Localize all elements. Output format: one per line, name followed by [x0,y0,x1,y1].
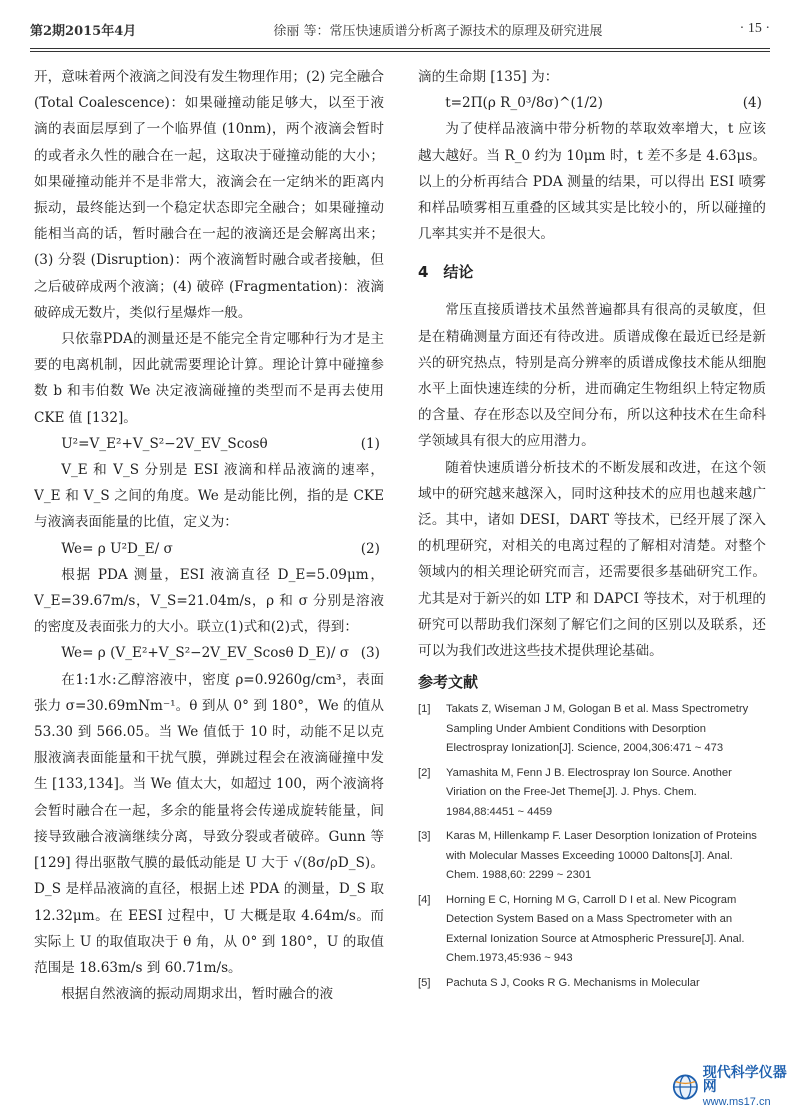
globe-logo-icon [672,1072,699,1102]
reference-item [418,827,766,886]
reference-item [418,974,766,994]
paragraph: 滴的生命期 [135] 为： [418,69,559,85]
paragraph: 根据自然液滴的振动周期求出，暂时融合的液 [61,986,334,1003]
paragraph: V_E 和 V_S 分别是 ESI 液滴和样品液滴的速率，V_E 和 V_S 之间的角度。We 是动能比例，指的是 CKE 与液滴表面能量的比值，定义为： [34,462,384,531]
equation-body: We= ρ U²D_E/ σ [61,540,173,557]
equation-body: t=2Π(ρ R_0³/8σ)^(1/2) [445,95,603,112]
reference-item [418,700,766,759]
right-column [418,64,766,1095]
page-number: · 15 · [739,21,770,36]
watermark-url: www.ms17.cn [702,1096,771,1108]
issue-date: 第2期2015年4月 [30,23,137,39]
equation-number: (1) [360,435,380,452]
paragraph: 常压直接质谱技术虽然普遍都具有很高的灵敏度，但是在精确测量方面还有待改进。质谱成像在最近已经是新兴的研究热点，特别是高分辨率的质谱成像技术能从细胞水平上面快速连续的分析，进而确定生物组织上特定物质的含量、存在形态以及空间分布，所以这种技术在生命科学领域具有很大的应用潜力。 [418,302,766,450]
running-title: 徐丽 等：常压快速质谱分析离子源技术的原理及研究进展 [273,23,603,39]
equation-number: (4) [742,95,762,112]
running-header [30,14,770,44]
reference-number: [4] [418,893,431,906]
paragraph: 根据 PDA 测量，ESI 液滴直径 D_E=5.09μm，V_E=39.67m/s，V_S=21.04m/s，ρ 和 σ 分别是溶液的密度及表面张力的大小。联立(1)式和(2)式，得到： [34,566,384,636]
reference-text: Yamashita M, Fenn J B. Electrospray Ion Source. Another Viriation on the Free-Jet Theme[J]. J. Phys. Chem. 1984,88:4451 ~ 4459 [446,766,732,818]
reference-text: Karas M, Hillenkamp F. Laser Desorption Ionization of Proteins with Molecular Masses Exceeding 10000 Daltons[J]. Anal. Chem. 1988,60: 2299 ~ 2301 [446,830,757,882]
references-heading: 参考文献 [418,673,479,692]
reference-text: Pachuta S J, Cooks R G. Mechanisms in Molecular [446,976,700,989]
paragraph: 在1:1水:乙醇溶液中，密度 ρ=0.9260g/cm³，表面张力 σ=30.69mNm⁻¹。θ 到从 0° 到 180°，We 的值从 53.30 到 566.05。当 We 值低于 10 时，动能不足以克服液滴表面能量和干扰气膜，弹跳过程会在液滴碰撞中发生 [133,134]。当 We 值太大，如超过 100，两个液滴将会暂时融合在一起，多余的能量将会传递成旋转能量，间接导致融合液滴继续分离，导致分裂或者破碎。Gunn 等 [129] 得出驱散气膜的最低动能是 U 大于 √(8σ/ρD_S)。D_S 是样品液滴的直径，根据上述 PDA 的测量，D_S 取 12.32μm。在 EESI 过程中，U 大概是取 4.64m/s。而实际上 U 的取值取决于 θ 角，从 0° 到 180°，U 的取值范围是 18.63m/s 到 60.71m/s。 [34,671,384,976]
reference-number: [3] [418,830,431,843]
equation-body: We= ρ (V_E²+V_S²−2V_EV_Scosθ D_E)/ σ [61,645,350,662]
section-heading: 4 结论 [418,263,474,282]
paragraph: 只依靠PDA的测量还是不能完全肯定哪种行为才是主要的电离机制，因此就需要理论计算。理论计算中碰撞参数 b 和韦伯数 We 决定液滴碰撞的类型而不是再去使用 CKE 值 [132]。 [34,331,384,426]
paragraph: 开，意味着两个液滴之间没有发生物理作用；(2) 完全融合 (Total Coalescence)：如果碰撞动能足够大，以至于液滴的表面层厚到了一个临界值 (10nm)，两个液滴会暂时的或者永久性的融合在一起，这取决于碰撞动能的大小；如果碰撞动能并不是非常大，液滴会在一定纳米的距离内振动，最终能达到一个稳定状态即完全融合；如果碰撞动能相当高的话，暂时融合在一起的液滴还是会解离出来；(3) 分裂 (Disruption)：两个液滴暂时融合或者接触，但之后破碎成两个液滴；(4) 破碎 (Fragmentation)：液滴破碎成无数片，类似行星爆炸一般。 [34,69,384,321]
equation-2 [34,536,384,562]
header-rule-thin [30,51,770,52]
equation-body: U²=V_E²+V_S²−2V_EV_Scosθ [61,435,268,452]
equation-number: (2) [360,540,380,557]
reference-number: [1] [418,703,431,716]
equation-number: (3) [360,645,380,662]
reference-number: [5] [418,976,431,989]
left-column [34,64,384,1095]
reference-text: Horning E C, Horning M G, Carroll D I et al. New Picogram Detection System Based on a Mass Spectrometer with an External Ionization Source at Atmospheric Pressure[J]. Anal. Chem.1973,45:936 ~ 943 [446,893,745,965]
reference-item [418,764,766,823]
equation-3 [34,640,384,666]
equation-4 [418,90,766,116]
reference-text: Takats Z, Wiseman J M, Gologan B et al. Mass Spectrometry Sampling Under Ambient Conditions with Desorption Electrospray Ionization[J]. Science, 2004,306:471 ~ 473 [446,703,749,755]
paragraph: 随着快速质谱分析技术的不断发展和改进，在这个领域中的研究越来越深入，同时这种技术的应用也越来越广泛。其中，诸如 DESI，DART 等技术，已经开展了深入的机理研究，对相关的电离过程的了解相对清楚。对整个领域内的相关理论研究而言，还需要很多基础研究工作。尤其是对于新兴的如 LTP 和 DAPCI 等技术，对于机理的研究可以帮助我们深刻了解它们之间的区别以及联系，还可以为我们改进这些技术提供理论基础。 [418,459,766,660]
site-watermark [672,1067,790,1107]
watermark-name: 现代科学仪器网 [702,1065,787,1095]
header-rule [30,48,770,49]
paragraph: 为了使样品液滴中带分析物的萃取效率增大，t 应该越大越好。当 R_0 约为 10μm 时，t 差不多是 4.63μs。以上的分析再结合 PDA 测量的结果，可以得出 ESI 喷雾和样品喷雾相互重叠的区域其实是比较小的，所以碰撞的几率其实并不是很大。 [418,121,766,243]
reference-list [418,700,766,993]
reference-item [418,891,766,969]
reference-number: [2] [418,766,431,779]
equation-1 [34,431,384,457]
